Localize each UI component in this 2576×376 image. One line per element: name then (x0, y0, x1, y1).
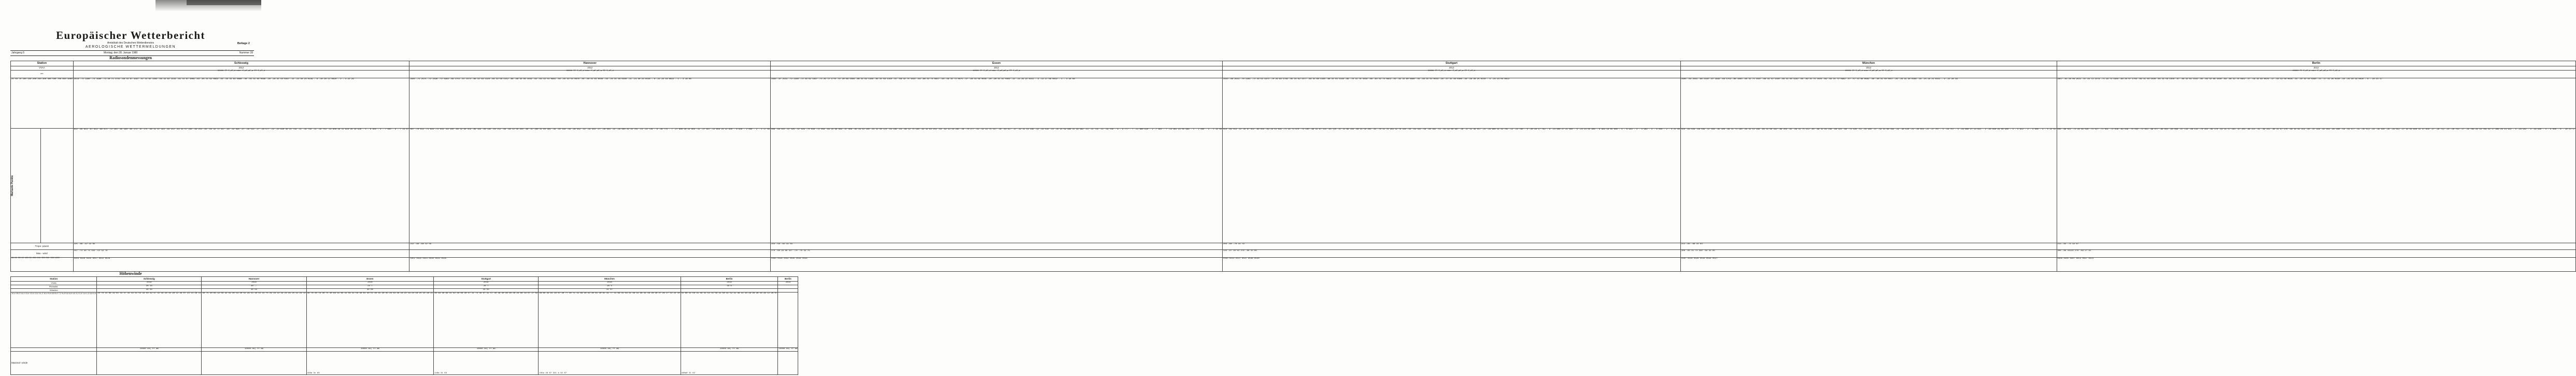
wind-level-list: 10,4 15,0 14,4 13,4 12,6 12,0 11,2 10,4 9,6 8,8 8,0 7,2 6,4 5,6 4,8 4,0 3,2 2,4 1,6 1,2 0,8 0,4 (11, 293, 97, 348)
max-wind-value (778, 352, 798, 375)
maxwind-data: 306 -69 24124 278 -69 27 81 (2057, 250, 2576, 258)
radiosonde-table (10, 61, 2576, 272)
tropopause-data: 204 -68 -70 31 79 (1223, 243, 1681, 250)
station-name: Stuttgart (1223, 61, 1681, 66)
tropopause-data: 213 -64 -71 32 67 (2057, 243, 2576, 250)
newspaper-title: Europäischer Wetterbericht (56, 29, 205, 41)
wind-column: 28 85 29 91 29 87 30 77 30 71 31 69 30 62 30 61 30 61 31 77 31 69 31 59 31 48 31 46 31 36 29 26 27 26 27 13 23 10 (539, 293, 681, 348)
thickness-row (11, 258, 2576, 272)
wind-time: 2018 (539, 282, 681, 285)
pilot-value: 26 4 (539, 285, 681, 289)
wind-station-name: Berlin (681, 277, 778, 282)
maxwind-data (409, 250, 771, 258)
max-wind-label: Maximal- winde (11, 352, 97, 375)
key-header: 00000 TT T_dT_d oder P_aP_aP_a TT T_dT_d (771, 71, 1223, 78)
maxwind-data: 308 -65 31 73 340 -59 32 85 (1680, 250, 2057, 258)
surface-wind (681, 289, 778, 293)
max-wind-value: x08a0 31 62 (681, 352, 778, 375)
side-label-cell (11, 129, 41, 243)
max-wind-value: 245a 29 87 321 a 32 87 (539, 352, 681, 375)
surface-wind: 30 04 (202, 289, 306, 293)
winds-table (10, 276, 798, 375)
pilot-value: 20 14 (97, 285, 202, 289)
obs-time: 2012 (409, 66, 771, 71)
wind-code-header: 10000 dd| ff ww (97, 348, 202, 352)
maxwind-data: 270 -68 29 66 327 -70 -76 32 75 (771, 250, 1223, 258)
tropopause-data: 225 -66 -67 32 65 (73, 243, 409, 250)
wind-column: 30 69 30 64 31 62 30 56 30 57 31 74 30 67 31 57 30 38 30 36 30 28 24 08 19 07 27 02 (434, 293, 539, 348)
issue-number: Nummer 28 (239, 51, 253, 54)
thickness-data: 0303 0430 0445 0557 0542 0529 (73, 258, 409, 272)
volume-label: Jahrgang 5 (11, 51, 25, 54)
maxwind-label: Max.- wind (11, 250, 74, 258)
surface-wind-row (11, 289, 798, 293)
publisher-line: Amtsblatt des Deutschen Wetterdienstes (107, 41, 154, 45)
significant-levels-data: 010 -69 013 -67 30 67 022 -66 035 -69 29 54 039 -71 29 74 070 -73 100 -68 31 67 115 -65 125 -67 31 66 146 -68 31 58 204 -64 -70 31 79 283 32 78 330 -58 -63 333 -58 -60 382 -51 -55 32 80 497 -28 -37 31 46 557 -21 -26 600 31 43 701 -12 -24 760 - 5 -30 28 17 782 - 8 -24 800 27 21 850 - 5 -24 23 05 906 - 6 963 18 05 000 - 4 - 6 943 - 3 - 4 963 - 3 - 6 000 - 2 - 6 21 00 (1223, 129, 1681, 243)
thickness-data: 0383 0418 0432 0545 0534 0534 (771, 258, 1223, 272)
supplement-label: Beilage 2 (237, 42, 250, 45)
wind-column: 30 75 30 65 32 56 32 59 30 54 30 52 29 53 30 55 31 75 29 16 22 19 24 29 25 31 23 14 (202, 293, 306, 348)
standard-levels-data: 2518 -72 2280 -74 1980 -73 30 71 1741 -68 31 67 1587 -67 31 62 1302 -65 32 62 1143 -61 31 67 1009 -63 -65 31 62 0963 -54 -55 31 64 0688 -40 -45 31 64 0566 -28 -29 31 44 0297 -12 -21 30 23 0149 - 9 -10 28 11 0020 - 2 - 4 22 29 (73, 78, 409, 129)
mb-label: mb (11, 71, 74, 78)
wind-code-header: 10000 dd| ff ww (681, 348, 778, 352)
station-name: Berlin (2057, 61, 2576, 66)
section-subtitle: AEROLOGISCHE WETTERMELDUNGEN (85, 45, 176, 49)
standard-levels-data: 2945 -71 2575 -72 2296 -72 1993 -69 1751 -67 1574 -66 32 58 1328 -64 32 58 1152 -66 -68 32 56 1019 -62 -63 32 54 0961 -56 -55 32 54 0678 -44 -46 31 61 0556 -34 -24 31 46 0290 -11 -21 30 23 0158 - 8 -21 25 18 0022 - 1 - 3 18 06 (409, 78, 771, 129)
wind-station-name: Hannover (202, 277, 306, 282)
thickness-data: 0383 0412 0417 0547 0546 0530 (1223, 258, 1681, 272)
significant-levels-data: 007 -70 013 -71 029 -72 033 -63 100 -66 32 60 159 -66 164 -66 195 -65 212 -66 -68 32 56 250 -66 -67 260 31 60 309 -39 -40 318 -36 -38 352 -32 -34 443 -27 -28 503 -22 -26 600 29 35 701 -14 -22 728 - 8 -36 775 - 7 -27 800 28 23 804 -11 -27 847 -12 850 24 12 930 - 8 950 - 2 000 - 2 - 5 17 05 (409, 129, 771, 243)
wind-time: 2018 (434, 282, 539, 285)
significant-levels-data: 008 -68 015 -67 025 -67 029 -70 038 -72 058 -66 29 66 069 -67 086 -65 29 62 108 -64 31 58 124 -63 166 -64 -66 32 75 168 -62 32 63 254 -58 -62 32 56 265 -46 -78 277 -43 -52 32 75 317 -40 -50 417 -37 -42 31 44 446 -32 -34 534 -14 -15 31 59 608 31 39 662 -11 -11 715 -11 -19 750 - 6 - 9 777 - 7 -11 800 820 - 2 -7 855 - 7 -13 961 23 05 968 - 1 - 2 000 - 3 - 5 18 08 (771, 129, 1223, 243)
significant-levels-data: 812 -65 813 -67 813 -66 871 -72 103 -65 168 -65 173 -67 175 -66 31 67 193 -64 212 -63 31 57 236 -63 244 -63 -65 32 72 447 -30 -32 495 -27 -28 513 -27 -28 577 -22 -23 620 30 24 733 -11 -19 739 -11 -16 754 -13 800 29 11 910 28 16 930 - 5 - 6 950 - 4 - 7 000 - 6 - 7 23 07 (73, 129, 409, 243)
wind-code-header: 10000 dd| ff ww (306, 348, 433, 352)
key-header: 00000 TT T_dT_d oder P_aP_aP_a TT T_dT_d (2057, 71, 2576, 78)
surface-wind: 31 07 (539, 289, 681, 293)
pilot-value: 24 7 (306, 285, 433, 289)
wind-code-header: 10000 dd| ff ww (539, 348, 681, 352)
tropopause-data: 212 -66 -68 32 56 (409, 243, 771, 250)
wind-station-name: Essen (306, 277, 433, 282)
station-name: Schleswig (73, 61, 409, 66)
wind-column: 30 76 30 78 30 75 30 69 31 65 31 56 31 58 30 61 30 51 30 55 28 45 29 43 29 18 22 19 24 18 25 24 28 21 (306, 293, 433, 348)
scan-smudge-dark (187, 0, 261, 5)
vvaa-label: VVAA (11, 66, 74, 71)
tropopause-data: 212 -65 -68 31 83 (1680, 243, 2057, 250)
tropopause-data: 254 -58 -62 32 56 (771, 243, 1223, 250)
standard-levels-row (11, 78, 2576, 129)
wind-station-name: Stuttgart (434, 277, 539, 282)
time-row (11, 66, 2576, 71)
wind-station-label: Station (11, 277, 97, 282)
thickness-data: 0387 0410 0426 0533 0544 0527 (1680, 258, 2057, 272)
maxwind-row (11, 250, 2576, 258)
wind-code-header: 10000 dd| ff ww (202, 348, 306, 352)
wind-levels-row (11, 293, 798, 348)
wind-code-row (11, 348, 798, 352)
significant-levels-data: 010 -63 029 -66 039 -67 046 -65 100 -66 31 73 160 -65 31 52 186 -66 31 60 192 -66 203 -61 -69 31 75 212 -65 -68 31 83 246 -66 323 -66 -73 420 -51 -55 485 -37 -43 31 68 494 -32 -38 520 -22 -28 555 -21 -27 707 - 5 -16 757 - 5 -29 800 27 13 821 - 2 -26 850 29 06 900 - 3 - 5 912 - 3 - 4 000 - 4 - 5 22 02 (1680, 129, 2057, 243)
station-header-row (11, 61, 2576, 66)
standard-levels-data: 2994 -67 2541 -72 2290 -72 29 62 1997 -71 29 72 1770 -67 30 66 1586 -66 31 62 1336 -65 31 59 1158 -67 -69 32 75 1022 -64 -66 32 74 0957 -58 -59 32 72 0675 -37 -38 31 59 0556 -20 -28 31 41 0302 -12 -21 29 22 0151 - 3 -12 27 09 0022 - 1 - 3 18 08 (771, 78, 1223, 129)
key-header-row (11, 71, 2576, 78)
wind-time: 2018 (202, 282, 306, 285)
station-name: Hannover (409, 61, 771, 66)
wind-time: 2018 (778, 282, 798, 285)
pilot-row (11, 285, 798, 289)
key-header: 00000 TT T_dT_d oder P_aP_aP_a TT T_dT_d (1680, 71, 2057, 78)
thickness-data: 0352 0418 0423 0538 0544 0528 (409, 258, 771, 272)
max-wind-value (202, 352, 306, 375)
obs-time: 2012 (771, 66, 1223, 71)
radiosonde-section-title: Radiosondenmessungen (109, 55, 152, 60)
maxwind-data: 247 -72 30 74 333 -52 32 78 (73, 250, 409, 258)
tropopause-row (11, 243, 2576, 250)
max-wind-row (11, 352, 798, 375)
surface-wind: 30 06 (306, 289, 433, 293)
wind-station-row (11, 277, 798, 282)
station-name: München (1680, 61, 2057, 66)
standard-levels-data: 2905 -63 2561 -66 2310 -67 1982 -69 1753 -66 1603 -65 31 71 1587 -66 31 52 1340 -69 31 56 1162 -65 -69 31 75 1025 -69 -63 31 72 0962 -57 -57 31 68 0681 -40 -48 31 50 0557 -29 -29 31 36 0298 -16 -25 29 21 0151 - 9 -22 28 16 (1680, 78, 2057, 129)
wind-time: 2018 (681, 282, 778, 285)
standard-levels-data: 2943 -69 2541 -70 2281 -72 29 54 1973 -70 29 64 1746 -65 31 62 1577 -64 31 60 1330 -68 31 55 1148 -69 -70 31 79 1018 -68 -63 32 74 0953 -59 -62 32 80 0680 -44 -48 31 51 0554 -26 -37 31 38 0300 -16 -29 30 25 0150 - 5 -24 23 05 0022 (1223, 78, 1681, 129)
standard-levels-data: 2957 -61 28 06 2531 -67 29 73 2279 -71 29 71 1984 -68 28 67 1763 -69 31 64 1590 -65 31 59 1350 -67 -69 32 61 1162 -65 -69 32 66 1030 -69 -66 32 78 0952 -57 -59 32 63 0676 -37 -44 32 56 0545 -31 -32 32 44 0290 -11 -17 31 29 0150 -10 -29 28 19 0020 - 6 - 10 23 17 (2057, 78, 2576, 129)
key-header: 00000 TT T_dT_d oder P_aP_aP_a TT T_dT_d (73, 71, 409, 78)
thickness-levels: 30/10 50/10 100/10 200/100 300/500 500/1000 (11, 258, 74, 272)
key-header: 00000 TT T_dT_d oder P_aP_aP_a TT T_dT_d (409, 71, 771, 78)
key-header: 00000 TT T_dT_d oder P_aP_aP_a TT T_dT_d (1223, 71, 1681, 78)
max-wind-value (97, 352, 202, 375)
surface-wind: 29 03 (434, 289, 539, 293)
wind-column: 30 76 31 69 32 61 33 57 32 43 31 54 33 50 32 47 32 19 28 16 28 12 26 07 23 14 28 14 (97, 293, 202, 348)
maxwind-data: 125 -67 26 64 276 -68 32 80 (1223, 250, 1681, 258)
obs-time: 2012 (1680, 66, 2057, 71)
surface-wind: 29 04 (97, 289, 202, 293)
max-wind-value: x96a 3x 83 (306, 352, 433, 375)
wind-column: 31 66 31 56 31 56 31 54 31 56 31 58 31 52 31 36 31 34 29 28 28 16 28 12 26 07 (681, 293, 778, 348)
pilot-value: 26 7 (434, 285, 539, 289)
level-list: 25 50 70 100 150 200 250 300 400 500 700 850 1000 (11, 78, 74, 129)
station-name: Essen (771, 61, 1223, 66)
wind-station-name: Berlin (778, 277, 798, 282)
pilot-value (778, 285, 798, 289)
winds-section-title: Höhenwinde (119, 271, 142, 276)
obs-time: 2012 (73, 66, 409, 71)
max-wind-value: 1x8a 31 83 (434, 352, 539, 375)
thickness-data: 0309 0405 0407 0553 0597 0523 (2057, 258, 2576, 272)
tropopause-label: Tropo- pause (11, 243, 74, 250)
significant-points-label: Markante Punkte (11, 175, 14, 196)
issue-date: Montag, den 28. Januar 1980 (104, 51, 138, 54)
wind-station-name: Schleswig (97, 277, 202, 282)
significant-levels-data: 006 -68 022 -72 28 09 026 -74 027 -71 031 -72 036 -69 038 -70 040 -72 053 -68 077 -66 081 -68 096 -67 116 -66 134 -70 150 -69 170 -62 31 57 183 -67 203 -66 221 -61 -69 241 -66 31 67 276 -69 32 61 313 -60 -67 338 -62 402 -65 400 -58 -59 477 -41 -45 512 -33 -36 530 -28 -28 552 -27 32 56 600 31 47 650 -27 -28 712 -24 -26 754 -17 -35 766 28 19 766 29 17 906 26 14 912 - 5 -28 952 - 4 -29 960 - 4 - 9 000 - 8 - 10 24 17 (2057, 129, 2576, 243)
wind-vvaa-label: VVAA (11, 282, 97, 285)
wind-station-name: München (539, 277, 681, 282)
wind-column (778, 293, 798, 348)
station-label: Station (11, 61, 74, 66)
significant-levels-row (11, 129, 2576, 243)
wind-code-header: 10000 dd| ff ww (778, 348, 798, 352)
pilot-value: 30 -- (202, 285, 306, 289)
wind-time: 2018 (97, 282, 202, 285)
obs-time: 2012 (2057, 66, 2576, 71)
pilot-label: Pilotaufst. (11, 285, 97, 289)
surface-wind (778, 289, 798, 293)
wind-time: 2018 (306, 282, 433, 285)
pilot-value: 18 6 (681, 285, 778, 289)
obs-time: 2012 (1223, 66, 1681, 71)
wind-code-header: 10000 dd| ff ww (434, 348, 539, 352)
wind-time-row (11, 282, 798, 285)
level-label: Höhe/km (11, 289, 97, 293)
